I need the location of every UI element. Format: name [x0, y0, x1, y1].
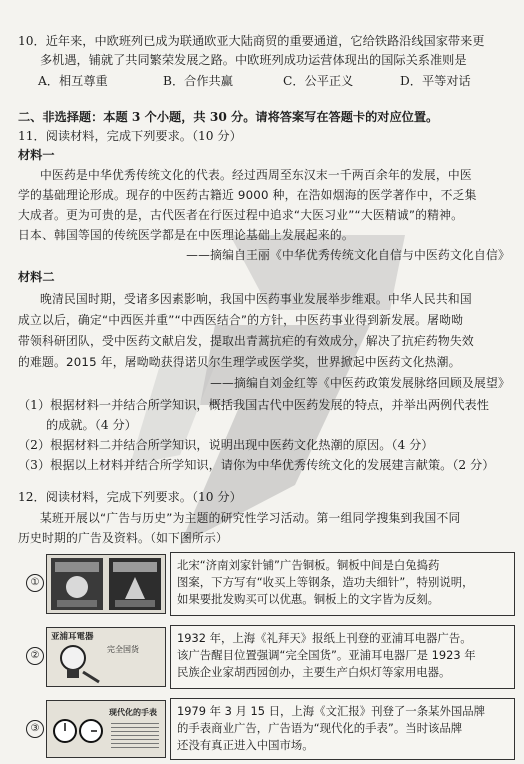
q10-option-a[interactable]: A．相互尊重: [38, 74, 108, 88]
q11-material-1-label: 材料一: [18, 148, 55, 162]
ad-2-line-2: 该广告醒目位置强调“完全国货”。亚浦耳电器厂是 1923 年: [177, 648, 476, 662]
q11-material-2-label: 材料二: [18, 270, 55, 284]
q11-material-1-line-2: 学的基础理论形成。现存的中医药古籍近 9000 种，在浩如烟海的医学著作中，不乏集: [18, 188, 477, 202]
rabbit-plate-icon: [47, 555, 165, 613]
section-2-heading: 二、非选择题：本题 3 个小题，共 30 分。请将答案写在答题卡的对应位置。: [18, 110, 439, 124]
ad-3-number: ③: [26, 720, 44, 738]
ad-3-image-watch-ad: [46, 700, 166, 758]
q10-options: [38, 72, 518, 90]
q10-stem-line-1: 10．近年来，中欧班列已成为联通欧亚大陆商贸的重要通道，它给铁路沿线国家带来更: [18, 34, 485, 48]
q11-material-1-source: ——摘编自王丽《中华优秀传统文化自信与中医药文化自信》: [186, 248, 510, 262]
ad-2-image-caption: 亚浦耳電器: [51, 632, 94, 642]
ad-3-line-1: 1979 年 3 月 15 日，上海《文汇报》刊登了一条某外国品牌: [177, 704, 486, 718]
q11-material-1-line-4: 日本、韩国等国的传统医学都是在中医理论基础上发展起来的。: [18, 228, 354, 242]
q11-requirement-3: （3）根据以上材料并结合所学知识，请你为中华优秀传统文化的发展建言献策。（2 分）: [18, 458, 495, 472]
ad-1-number: ①: [26, 574, 44, 592]
ad-1-line-3: 如果要批发购买可以优惠。铜板上的文字皆为反刻。: [177, 592, 439, 606]
q12-title: 12．阅读材料，完成下列要求。（10 分）: [18, 490, 242, 504]
q11-requirement-1-line-1: （1）根据材料一并结合所学知识，概括我国古代中医药发展的特点，并举出两例代表性: [18, 398, 489, 412]
ad-3-line-3: 还没有真正进入中国市场。: [177, 738, 314, 752]
ad-2-image-light-bulb-ad: [46, 627, 166, 687]
q11-material-1-line-3: 大成者。更为可贵的是，古代医者在行医过程中追求“大医习业”“大医精诚”的精神。: [18, 208, 464, 222]
ad-1-line-1: 北宋“济南刘家针铺”广告铜板。铜板中间是白兔捣药: [177, 558, 440, 572]
q11-material-2-line-1: 晚清民国时期，受诸多因素影响，我国中医药事业发展举步维艰。中华人民共和国: [40, 292, 472, 306]
q11-requirement-1-line-2: 的成就。（4 分）: [46, 418, 137, 432]
q11-material-2-source: ——摘编自刘金红等《中医药政策发展脉络回顾及展望》: [210, 376, 510, 390]
ad-1-line-2: 图案，下方写有“收买上等钢条，造功夫细针”，特别说明，: [177, 575, 474, 589]
ad-3-image-fine-print: [111, 723, 159, 749]
q11-requirement-2: （2）根据材料二并结合所学知识，说明出现中医药文化热潮的原因。（4 分）: [18, 438, 434, 452]
ad-1-image-bronze-plate: [46, 554, 166, 614]
ad-1-description: [170, 552, 515, 616]
q10-option-b[interactable]: B．合作共赢: [163, 74, 233, 88]
q11-title: 11．阅读材料，完成下列要求。（10 分）: [18, 129, 242, 143]
q10-option-c[interactable]: C．公平正义: [283, 74, 354, 88]
q11-material-2-line-2: 成立以后，确定“中西医并重”“中西医结合”的方针，中医药事业得到新发展。屠呦呦: [18, 313, 464, 327]
ad-2-image-slogan: 完全国货: [107, 645, 139, 654]
ad-3-description: [170, 698, 515, 760]
ad-3-image-slogan: 现代化的手表: [109, 708, 157, 717]
q11-material-2-line-3: 带领科研团队，受中医药文献启发，提取出青蒿抗疟的有效成分，解决了抗疟药物失效: [18, 334, 474, 348]
light-bulb-icon: [53, 642, 103, 684]
ad-row-2: [18, 625, 518, 689]
q10-stem-line-2: 多机遇，铺就了共同繁荣发展之路。中欧班列成功运营体现出的国际关系准则是: [40, 53, 467, 67]
ad-2-line-1: 1932 年，上海《礼拜天》报纸上刊登的亚浦耳电器广告。: [177, 631, 472, 645]
ad-2-description: [170, 625, 515, 689]
q10-option-d[interactable]: D．平等对话: [400, 74, 471, 88]
ad-2-number: ②: [26, 647, 44, 665]
q12-intro-line-2: 历史时期的广告及资料。（如下图所示）: [18, 531, 229, 545]
q12-intro-line-1: 某班开展以“广告与历史”为主题的研究性学习活动。第一组同学搜集到我国不同: [40, 511, 461, 525]
ad-2-line-3: 民族企业家胡西园创办，主要生产白炽灯等家用电器。: [177, 665, 451, 679]
ad-row-3: [18, 698, 518, 760]
q11-material-2-line-4: 的难题。2015 年，屠呦呦获得诺贝尔生理学或医学奖，世界掀起中医药文化热潮。: [18, 355, 461, 369]
wristwatch-icon: [51, 709, 107, 753]
ad-3-line-2: 的手表商业广告，广告语为“现代化的手表”。当时该品牌: [177, 721, 463, 735]
ad-row-1: [18, 552, 518, 616]
q11-material-1-line-1: 中医药是中华优秀传统文化的代表。经过西周至东汉末一千两百余年的发展，中医: [40, 168, 472, 182]
